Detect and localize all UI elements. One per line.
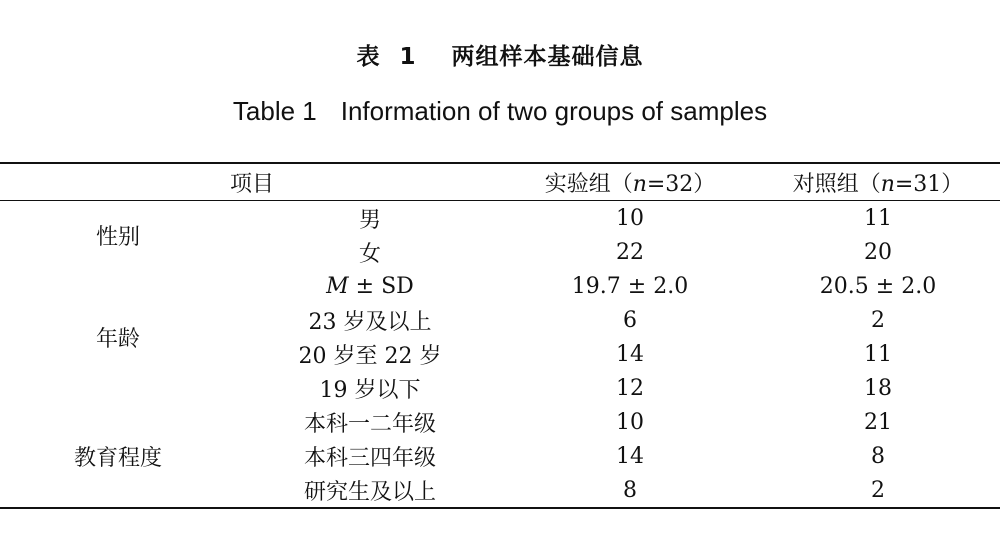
row-item: 本科三四年级 [303, 445, 436, 471]
group-label-age: 年龄 [95, 326, 140, 352]
table-row [0, 201, 1000, 236]
table-title-text-cn: 两组样本基础信息 [451, 44, 644, 70]
cell-experimental: 22 [616, 239, 644, 265]
cell-control: 18 [864, 375, 892, 401]
table-label-cn: 表 [356, 44, 381, 70]
cell-experimental: 12 [616, 375, 644, 401]
row-item: 19 岁以下 [319, 377, 421, 403]
cell-control: 11 [864, 205, 892, 231]
table-row [0, 269, 1000, 303]
table-label-en: Table 1 [232, 96, 317, 126]
cell-control: 20 [864, 239, 892, 265]
table-number: 1 [399, 44, 417, 70]
table-title-en [0, 96, 1000, 127]
row-item: 20 岁至 22 岁 [298, 343, 442, 369]
row-item: M ± SD [326, 273, 414, 299]
cell-experimental: 10 [616, 205, 644, 231]
table-row [0, 405, 1000, 439]
header-control-group: 对照组（n=31） [756, 163, 1000, 201]
cell-control: 11 [864, 341, 892, 367]
table-title-cn [0, 38, 1000, 71]
header-experimental-group: 实验组（n=32） [504, 163, 756, 201]
cell-experimental: 14 [616, 341, 644, 367]
header-row [0, 163, 1000, 201]
group-label-gender: 性别 [95, 224, 140, 250]
cell-control: 2 [871, 477, 885, 503]
cell-experimental: 19.7 ± 2.0 [571, 273, 689, 299]
cell-experimental: 8 [623, 477, 637, 503]
cell-control: 20.5 ± 2.0 [819, 273, 937, 299]
row-item: 23 岁及以上 [308, 309, 432, 335]
group-label-education: 教育程度 [73, 445, 162, 471]
cell-control: 8 [871, 443, 885, 469]
row-item: 女 [358, 241, 381, 267]
header-item: 项目 [0, 163, 504, 201]
cell-control: 21 [864, 409, 892, 435]
cell-control: 2 [871, 307, 885, 333]
cell-experimental: 6 [623, 307, 637, 333]
table-title-text-en: Information of two groups of samples [340, 96, 768, 126]
cell-experimental: 14 [616, 443, 644, 469]
data-table [0, 162, 1000, 509]
row-item: 男 [358, 207, 381, 233]
row-item: 本科一二年级 [303, 411, 436, 437]
row-item: 研究生及以上 [303, 479, 436, 505]
cell-experimental: 10 [616, 409, 644, 435]
